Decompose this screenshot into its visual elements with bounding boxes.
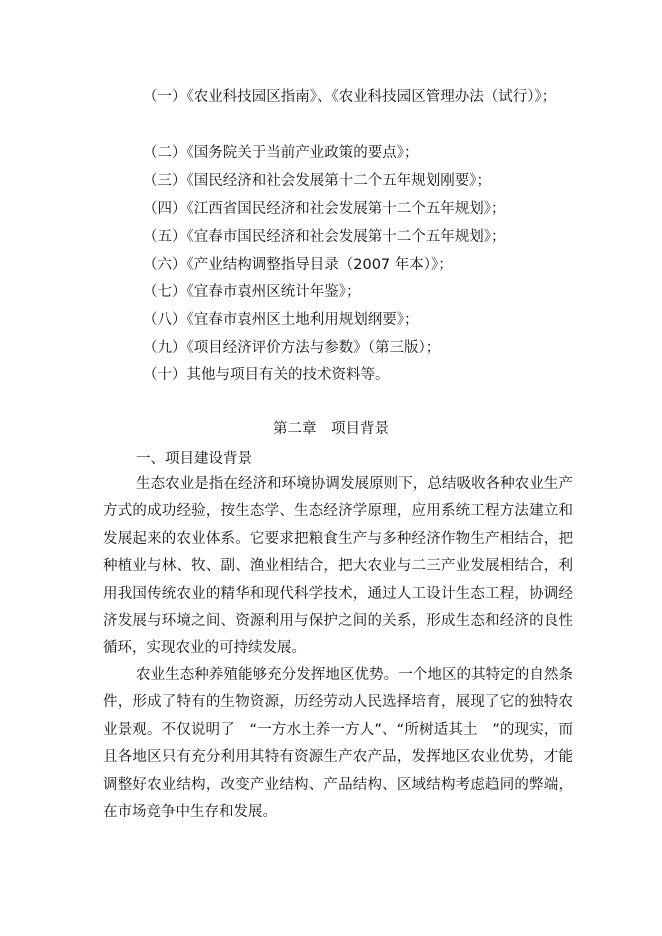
chapter-title: 第二章 项目背景 [273,421,389,437]
reference-item-5: （五）《宜春市国民经济和社会发展第十二个五年规划》； [143,229,506,245]
reference-item-2: （二）《国务院关于当前产业政策的要点》； [143,145,419,161]
reference-item-6: （六）《产业结构调整指导目录（2007 年本）》； [143,257,453,273]
reference-item-1: （一）《农业科技园区指南》、《农业科技园区管理办法（试行）》； [143,89,557,105]
reference-item-9: （九）《项目经济评价方法与参数》（第三版）； [143,340,441,356]
reference-item-7: （七）《宜春市袁州区统计年鉴》； [143,284,361,300]
section-heading: 一、项目建设背景 [136,451,252,467]
body-paragraph-2: 农业生态种养殖能够充分发挥地区优势。一个地区的其特定的自然条件，形成了特有的生物资源，历经劳动人民选择培育，展现了它的独特农业景观。不仅说明了 “一方水土养一方人”、“所树适其土 ”的现实，而且各地区只有充分利用其特有资源生产农产品，发挥地区农业优势，才能调整好农业结构，改变产业结构、产品结构、区域结构考虑趋同的弊端，在市场竞争中生存和发展。 [103,667,573,821]
reference-item-10: （十）其他与项目有关的技术资料等。 [143,367,390,383]
body-paragraph-1: 生态农业是指在经济和环境协调发展原则下，总结吸收各种农业生产方式的成功经验，按生态学、生态经济学原理，应用系统工程方法建立和发展起来的农业体系。它要求把粮食生产与多种经济作物生产相结合，把种植业与林、牧、副、渔业相结合，把大农业与二三产业发展相结合，利用我国传统农业的精华和现代科学技术，通过人工设计生态工程，协调经济发展与环境之间、资源利用与保护之间的关系，形成生态和经济的良性循环，实现农业的可持续发展。 [103,476,573,657]
reference-item-4: （四）《江西省国民经济和社会发展第十二个五年规划》； [143,201,506,217]
reference-item-8: （八）《宜春市袁州区土地利用规划纲要》； [143,312,419,328]
reference-item-3: （三）《国民经济和社会发展第十二个五年规划刚要》； [143,173,491,189]
